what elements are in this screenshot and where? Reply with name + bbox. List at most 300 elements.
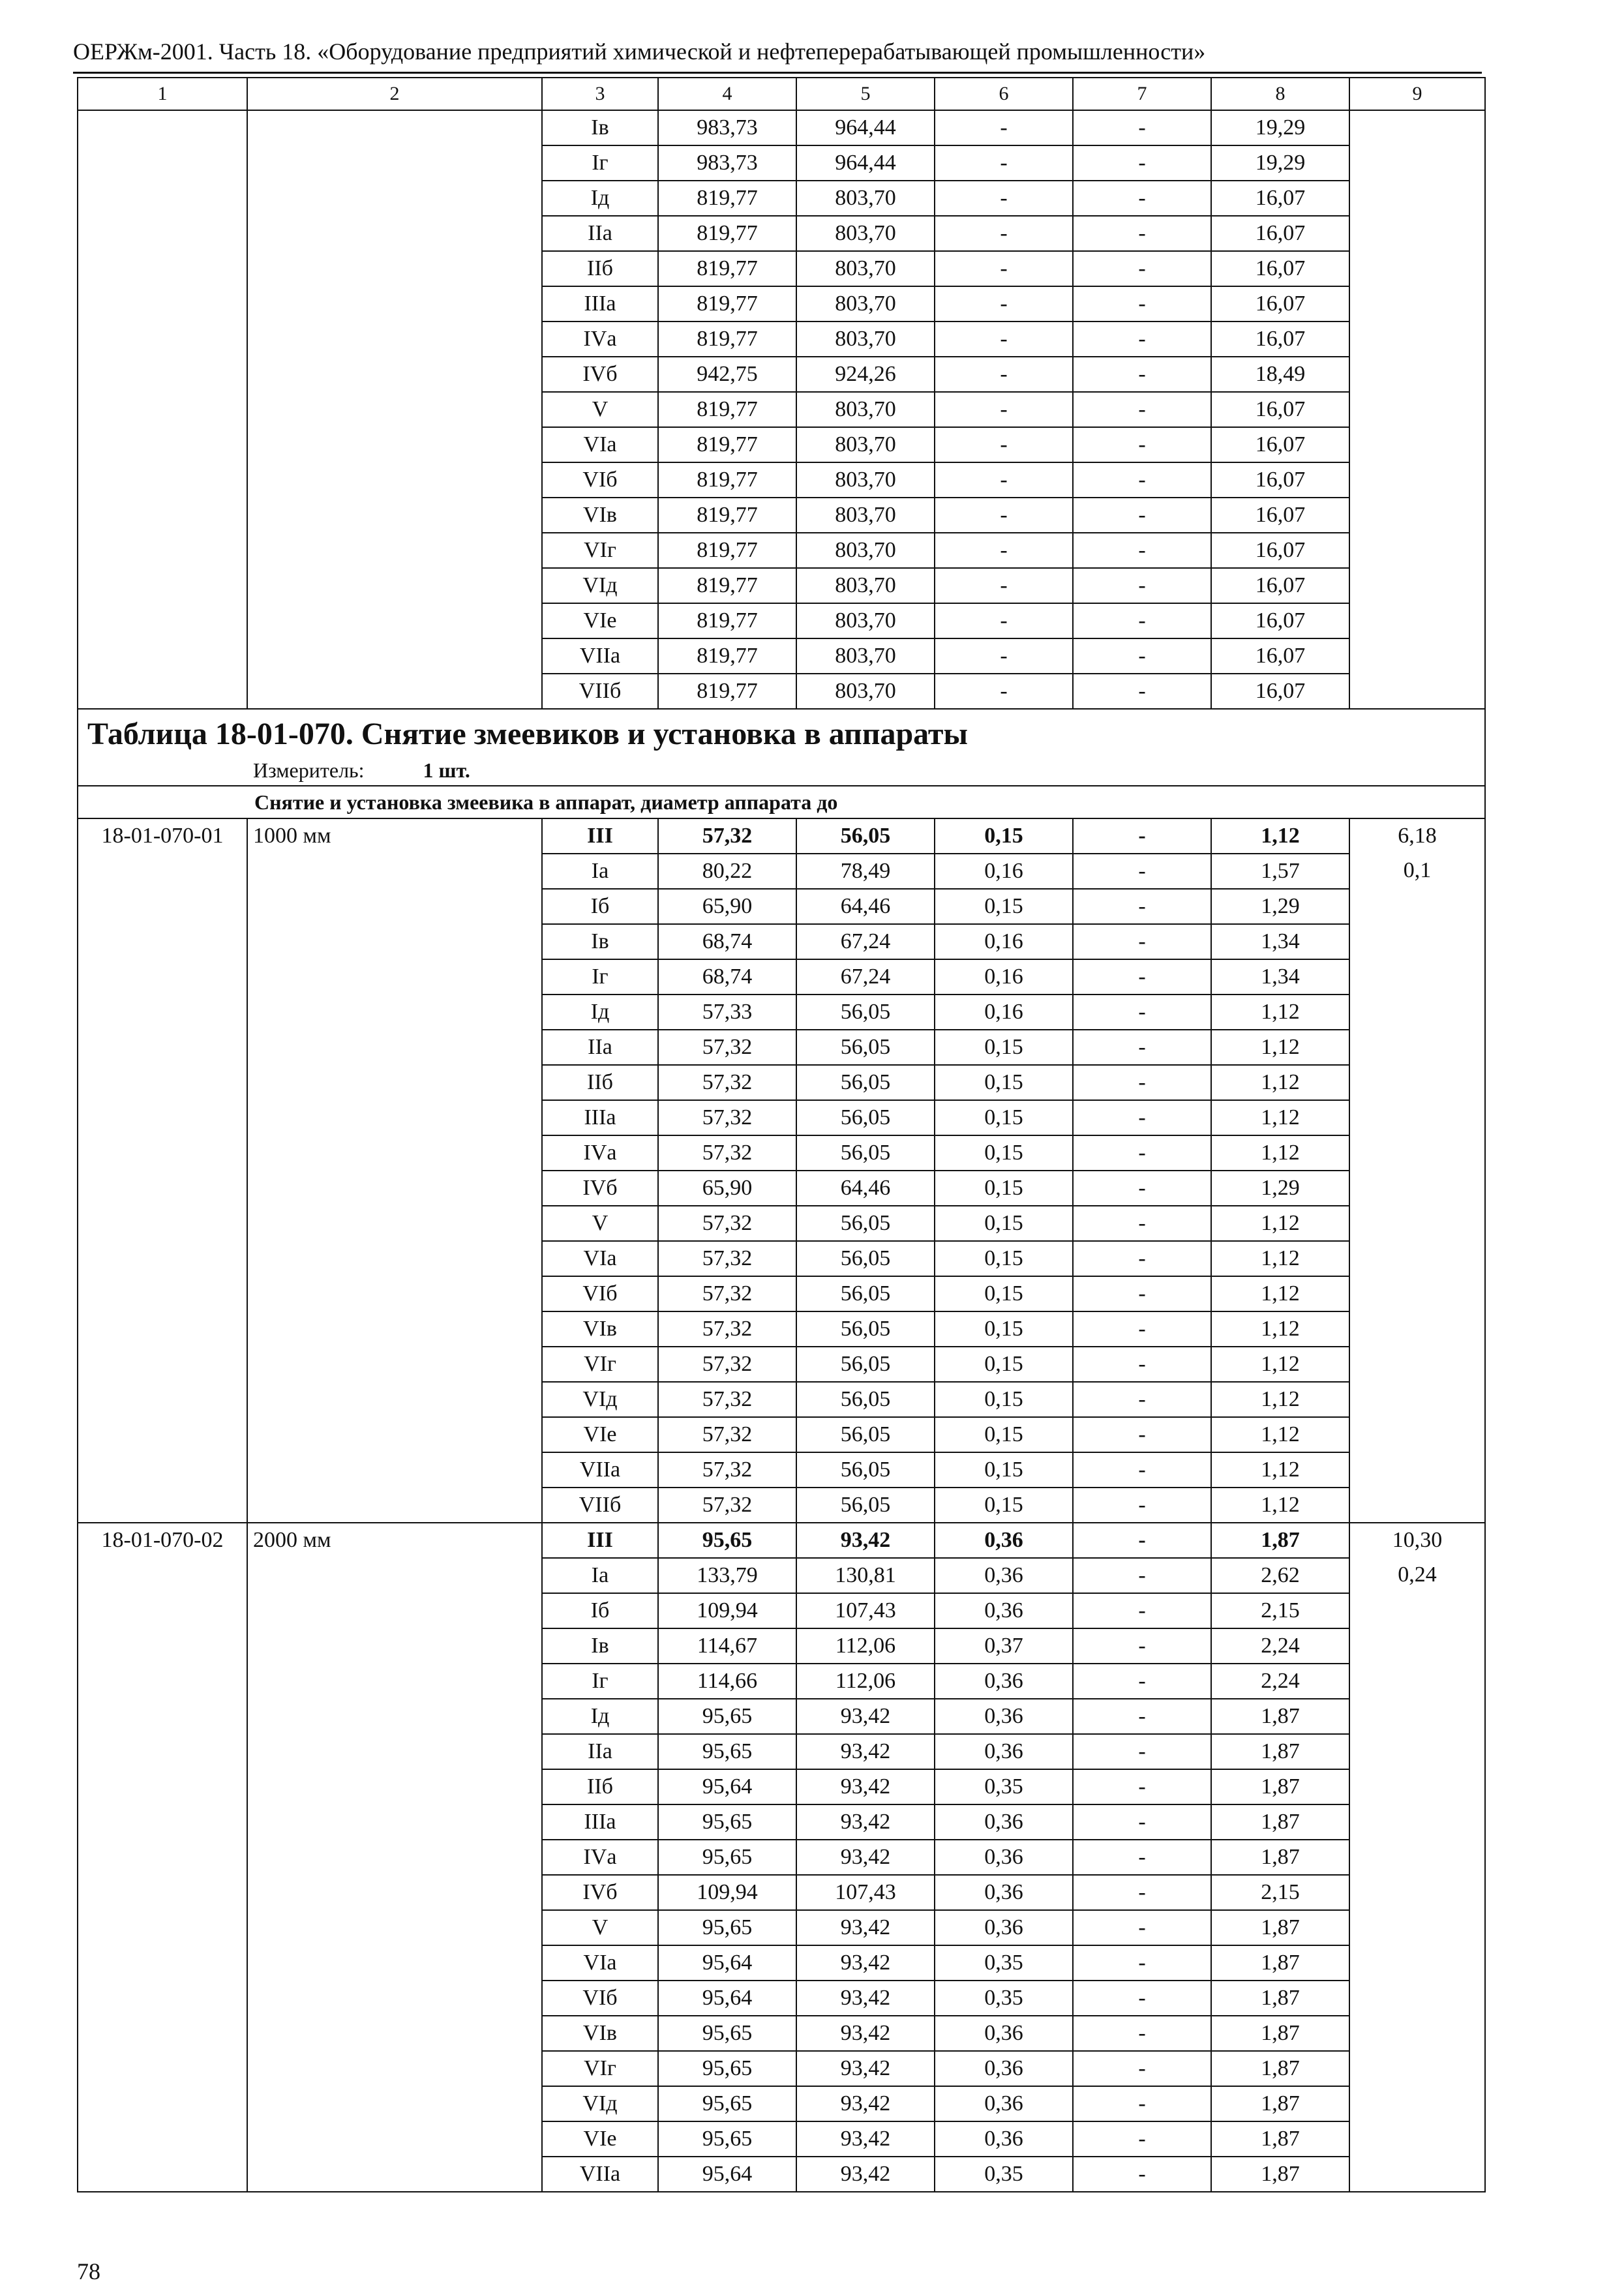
machinist-wages-cell: - xyxy=(1073,995,1211,1030)
total-cost-cell: 983,73 xyxy=(658,145,796,181)
machine-cost-cell: 0,35 xyxy=(935,1769,1073,1804)
total-cost-cell: 95,64 xyxy=(658,1981,796,2016)
resource-level-cell: VIд xyxy=(542,2086,658,2121)
material-cost-cell: 1,87 xyxy=(1211,2086,1349,2121)
machinist-wages-cell: - xyxy=(1073,216,1211,251)
material-cost-cell: 1,12 xyxy=(1211,1100,1349,1135)
total-cost-cell: 95,65 xyxy=(658,1910,796,1945)
machinist-wages-cell: - xyxy=(1073,1875,1211,1910)
code-cell xyxy=(78,110,247,709)
material-cost-cell: 1,12 xyxy=(1211,1452,1349,1488)
resource-level-cell: VIа xyxy=(542,1241,658,1276)
resource-level-cell: VIд xyxy=(542,1382,658,1417)
machine-cost-cell: - xyxy=(935,638,1073,674)
material-cost-cell: 1,87 xyxy=(1211,1840,1349,1875)
labor-cost-cell: 93,42 xyxy=(796,1981,935,2016)
resource-level-cell: IIIа xyxy=(542,1100,658,1135)
material-cost-cell: 1,87 xyxy=(1211,2121,1349,2157)
resource-level-cell: Iд xyxy=(542,995,658,1030)
machine-cost-cell: - xyxy=(935,145,1073,181)
labor-cost-cell: 964,44 xyxy=(796,110,935,145)
machine-cost-cell: 0,15 xyxy=(935,889,1073,924)
labor-cost-cell: 803,70 xyxy=(796,638,935,674)
machine-cost-cell: - xyxy=(935,427,1073,462)
machinist-wages-cell: - xyxy=(1073,1030,1211,1065)
resource-level-cell: VIд xyxy=(542,568,658,603)
machinist-wages-cell: - xyxy=(1073,1981,1211,2016)
material-cost-cell: 1,29 xyxy=(1211,1171,1349,1206)
total-cost-cell: 57,32 xyxy=(658,1030,796,1065)
resource-level-cell: VIIб xyxy=(542,674,658,709)
machinist-wages-cell: - xyxy=(1073,1311,1211,1347)
labor-cost-cell: 93,42 xyxy=(796,1910,935,1945)
resource-level-cell: Iа xyxy=(542,1558,658,1593)
machine-cost-cell: 0,35 xyxy=(935,1981,1073,2016)
total-cost-cell: 109,94 xyxy=(658,1875,796,1910)
resource-level-cell: Iг xyxy=(542,145,658,181)
material-cost-cell: 1,87 xyxy=(1211,1981,1349,2016)
labor-cost-cell: 93,42 xyxy=(796,2121,935,2157)
machinist-wages-cell: - xyxy=(1073,1769,1211,1804)
machine-cost-cell: 0,16 xyxy=(935,924,1073,959)
total-cost-cell: 68,74 xyxy=(658,924,796,959)
labor-cost-cell: 67,24 xyxy=(796,959,935,995)
total-cost-cell: 57,32 xyxy=(658,1135,796,1171)
machine-cost-cell: 0,15 xyxy=(935,1065,1073,1100)
machine-cost-cell: - xyxy=(935,357,1073,392)
labor-cost-cell: 112,06 xyxy=(796,1664,935,1699)
material-cost-cell: 16,07 xyxy=(1211,533,1349,568)
resource-level-cell: VIв xyxy=(542,498,658,533)
column-number-cell: 8 xyxy=(1211,78,1349,110)
labor-cost-cell: 67,24 xyxy=(796,924,935,959)
machinist-wages-cell: - xyxy=(1073,1100,1211,1135)
name-cell xyxy=(247,110,542,709)
total-cost-cell: 95,65 xyxy=(658,1840,796,1875)
table-row xyxy=(78,110,1485,145)
resource-level-cell: VIIа xyxy=(542,638,658,674)
resource-level-cell: VIа xyxy=(542,1945,658,1981)
page-number: 78 xyxy=(77,2258,100,2284)
material-cost-cell: 1,57 xyxy=(1211,854,1349,889)
resource-level-cell: IVа xyxy=(542,1135,658,1171)
machinist-wages-cell: - xyxy=(1073,1664,1211,1699)
machinist-wages-cell: - xyxy=(1073,1593,1211,1628)
column-number-cell: 9 xyxy=(1349,78,1485,110)
material-cost-cell: 16,07 xyxy=(1211,427,1349,462)
total-cost-cell: 109,94 xyxy=(658,1593,796,1628)
machinist-wages-cell: - xyxy=(1073,533,1211,568)
labor-cost-cell: 93,42 xyxy=(796,1699,935,1734)
machinist-wages-cell: - xyxy=(1073,1206,1211,1241)
labor-cost-cell: 803,70 xyxy=(796,181,935,216)
total-cost-cell: 819,77 xyxy=(658,603,796,638)
machinist-wages-cell: - xyxy=(1073,854,1211,889)
material-cost-cell: 1,12 xyxy=(1211,1347,1349,1382)
material-cost-cell: 1,87 xyxy=(1211,1945,1349,1981)
labor-cost-cell: 56,05 xyxy=(796,1417,935,1452)
machinist-wages-cell: - xyxy=(1073,1840,1211,1875)
machine-cost-cell: - xyxy=(935,286,1073,322)
machine-cost-cell: 0,15 xyxy=(935,1452,1073,1488)
material-cost-cell: 19,29 xyxy=(1211,110,1349,145)
machine-cost-cell: 0,15 xyxy=(935,1488,1073,1523)
material-cost-cell: 16,07 xyxy=(1211,498,1349,533)
total-cost-cell: 57,32 xyxy=(658,1452,796,1488)
resource-level-cell: IVа xyxy=(542,1840,658,1875)
resource-level-cell: IVа xyxy=(542,322,658,357)
machine-cost-cell: 0,35 xyxy=(935,2157,1073,2192)
total-cost-cell: 819,77 xyxy=(658,392,796,427)
total-cost-cell: 819,77 xyxy=(658,533,796,568)
resource-level-cell: IVб xyxy=(542,357,658,392)
machinist-wages-cell: - xyxy=(1073,427,1211,462)
labor-cost-cell: 803,70 xyxy=(796,568,935,603)
material-cost-cell: 16,07 xyxy=(1211,568,1349,603)
machine-cost-cell: - xyxy=(935,674,1073,709)
machinist-wages-cell: - xyxy=(1073,1347,1211,1382)
resource-level-cell: IVб xyxy=(542,1171,658,1206)
machine-cost-cell: - xyxy=(935,110,1073,145)
machine-cost-cell: - xyxy=(935,392,1073,427)
machine-cost-cell: 0,16 xyxy=(935,959,1073,995)
material-cost-cell: 16,07 xyxy=(1211,181,1349,216)
resource-level-cell: III xyxy=(542,1523,658,1558)
material-cost-cell: 16,07 xyxy=(1211,603,1349,638)
column-number-cell: 2 xyxy=(247,78,542,110)
labor-cost-cell: 803,70 xyxy=(796,498,935,533)
labor-cost-cell: 56,05 xyxy=(796,1065,935,1100)
machinist-wages-cell: - xyxy=(1073,1734,1211,1769)
total-cost-cell: 95,65 xyxy=(658,1523,796,1558)
resource-level-cell: IVб xyxy=(542,1875,658,1910)
total-cost-cell: 114,66 xyxy=(658,1664,796,1699)
labor-cost-cell: 56,05 xyxy=(796,1488,935,1523)
rates-table xyxy=(77,77,1486,2192)
material-cost-cell: 2,24 xyxy=(1211,1628,1349,1664)
machine-cost-cell: 0,15 xyxy=(935,1276,1073,1311)
resource-level-cell: VIе xyxy=(542,1417,658,1452)
resource-level-cell: V xyxy=(542,392,658,427)
total-cost-cell: 819,77 xyxy=(658,498,796,533)
resource-level-cell: Iа xyxy=(542,854,658,889)
labor-cost-cell: 803,70 xyxy=(796,462,935,498)
material-consumption-cell: 0,24 xyxy=(1349,1558,1485,2192)
resource-level-cell: IIа xyxy=(542,216,658,251)
subheading-cell: Снятие и установка змеевика в аппарат, диаметр аппарата до xyxy=(78,786,1485,818)
labor-cost-cell: 56,05 xyxy=(796,1276,935,1311)
resource-level-cell: Iд xyxy=(542,181,658,216)
machine-cost-cell: 0,15 xyxy=(935,1171,1073,1206)
resource-level-cell: V xyxy=(542,1910,658,1945)
resource-level-cell: VIIб xyxy=(542,1488,658,1523)
material-cost-cell: 1,12 xyxy=(1211,1488,1349,1523)
work-name-cell: 2000 мм xyxy=(247,1523,542,2192)
total-cost-cell: 57,32 xyxy=(658,1276,796,1311)
labor-cost-cell: 56,05 xyxy=(796,1135,935,1171)
machine-cost-cell: - xyxy=(935,533,1073,568)
table-title-cell xyxy=(78,709,1485,786)
rate-code-cell: 18-01-070-02 xyxy=(78,1523,247,2192)
page-header-title: ОЕРЖм-2001. Часть 18. «Оборудование предприятий химической и нефтеперерабатывающей промышленности» xyxy=(73,38,1482,74)
total-cost-cell: 819,77 xyxy=(658,638,796,674)
material-cost-cell: 1,34 xyxy=(1211,924,1349,959)
machine-cost-cell: 0,35 xyxy=(935,1945,1073,1981)
machinist-wages-cell: - xyxy=(1073,674,1211,709)
table-title-row xyxy=(78,709,1485,786)
work-name-cell: 1000 мм xyxy=(247,818,542,1523)
material-cost-cell: 1,12 xyxy=(1211,1382,1349,1417)
total-cost-cell: 819,77 xyxy=(658,674,796,709)
material-cost-cell: 1,12 xyxy=(1211,818,1349,854)
machine-cost-cell: 0,15 xyxy=(935,1030,1073,1065)
total-cost-cell: 819,77 xyxy=(658,462,796,498)
machine-cost-cell: 0,36 xyxy=(935,1558,1073,1593)
machine-cost-cell: 0,15 xyxy=(935,1135,1073,1171)
total-cost-cell: 819,77 xyxy=(658,568,796,603)
total-cost-cell: 819,77 xyxy=(658,286,796,322)
machinist-wages-cell: - xyxy=(1073,1488,1211,1523)
resource-level-cell: IIIа xyxy=(542,1804,658,1840)
machine-cost-cell: - xyxy=(935,251,1073,286)
total-cost-cell: 57,32 xyxy=(658,1347,796,1382)
machinist-wages-cell: - xyxy=(1073,959,1211,995)
column-number-cell: 6 xyxy=(935,78,1073,110)
labor-cost-cell: 924,26 xyxy=(796,357,935,392)
labor-cost-cell: 56,05 xyxy=(796,995,935,1030)
material-cost-cell: 16,07 xyxy=(1211,286,1349,322)
material-cost-cell: 1,87 xyxy=(1211,1734,1349,1769)
resource-level-cell: VIб xyxy=(542,1276,658,1311)
machine-cost-cell: 0,15 xyxy=(935,818,1073,854)
total-cost-cell: 68,74 xyxy=(658,959,796,995)
labor-cost-cell: 93,42 xyxy=(796,1769,935,1804)
labor-cost-cell: 964,44 xyxy=(796,145,935,181)
labor-cost-cell: 130,81 xyxy=(796,1558,935,1593)
machinist-wages-cell: - xyxy=(1073,2051,1211,2086)
total-cost-cell: 95,65 xyxy=(658,1734,796,1769)
material-cost-cell: 16,07 xyxy=(1211,392,1349,427)
material-cost-cell: 2,15 xyxy=(1211,1593,1349,1628)
total-cost-cell: 57,32 xyxy=(658,1241,796,1276)
machine-cost-cell: 0,36 xyxy=(935,2016,1073,2051)
labor-cost-cell: 93,42 xyxy=(796,1734,935,1769)
material-cost-cell: 16,07 xyxy=(1211,674,1349,709)
machinist-wages-cell: - xyxy=(1073,1804,1211,1840)
labor-cost-cell: 93,42 xyxy=(796,1523,935,1558)
resource-level-cell: Iв xyxy=(542,1628,658,1664)
labor-cost-cell: 56,05 xyxy=(796,1347,935,1382)
table-row xyxy=(78,818,1485,854)
total-cost-cell: 95,65 xyxy=(658,1699,796,1734)
labor-cost-cell: 803,70 xyxy=(796,251,935,286)
resource-level-cell: VIе xyxy=(542,603,658,638)
machinist-wages-cell: - xyxy=(1073,1065,1211,1100)
machine-cost-cell: 0,36 xyxy=(935,1523,1073,1558)
resource-level-cell: III xyxy=(542,818,658,854)
machine-cost-cell: 0,36 xyxy=(935,2051,1073,2086)
total-cost-cell: 819,77 xyxy=(658,427,796,462)
machinist-wages-cell: - xyxy=(1073,1135,1211,1171)
labor-cost-cell: 56,05 xyxy=(796,1241,935,1276)
machinist-wages-cell: - xyxy=(1073,145,1211,181)
machine-cost-cell: 0,15 xyxy=(935,1241,1073,1276)
machine-cost-cell: - xyxy=(935,216,1073,251)
machinist-wages-cell: - xyxy=(1073,181,1211,216)
machine-cost-cell: 0,36 xyxy=(935,1699,1073,1734)
machinist-wages-cell: - xyxy=(1073,462,1211,498)
resource-level-cell: VIв xyxy=(542,1311,658,1347)
machine-cost-cell: 0,15 xyxy=(935,1417,1073,1452)
total-cost-cell: 95,64 xyxy=(658,1945,796,1981)
resource-level-cell: VIа xyxy=(542,427,658,462)
column-number-cell: 7 xyxy=(1073,78,1211,110)
machinist-wages-cell: - xyxy=(1073,2016,1211,2051)
machinist-wages-cell: - xyxy=(1073,1276,1211,1311)
resource-level-cell: VIг xyxy=(542,2051,658,2086)
material-cost-cell: 1,12 xyxy=(1211,1241,1349,1276)
material-cost-cell: 1,87 xyxy=(1211,1523,1349,1558)
machinist-wages-cell: - xyxy=(1073,638,1211,674)
material-cost-cell: 1,87 xyxy=(1211,1699,1349,1734)
machinist-wages-cell: - xyxy=(1073,2121,1211,2157)
material-cost-cell: 1,87 xyxy=(1211,2051,1349,2086)
total-cost-cell: 819,77 xyxy=(658,216,796,251)
total-cost-cell: 57,32 xyxy=(658,1100,796,1135)
measure-line xyxy=(87,758,1475,783)
resource-level-cell: IIб xyxy=(542,1065,658,1100)
total-cost-cell: 95,65 xyxy=(658,2121,796,2157)
resource-level-cell: Iв xyxy=(542,924,658,959)
material-cost-cell: 1,12 xyxy=(1211,1206,1349,1241)
labor-cost-cell: 803,70 xyxy=(796,322,935,357)
machinist-wages-cell: - xyxy=(1073,1699,1211,1734)
machinist-wages-cell: - xyxy=(1073,498,1211,533)
total-cost-cell: 57,32 xyxy=(658,1311,796,1347)
machinist-wages-cell: - xyxy=(1073,1628,1211,1664)
rate-code-cell: 18-01-070-01 xyxy=(78,818,247,1523)
material-consumption-cell: 10,30 xyxy=(1349,1523,1485,1558)
machine-cost-cell: 0,15 xyxy=(935,1311,1073,1347)
total-cost-cell: 819,77 xyxy=(658,322,796,357)
machinist-wages-cell: - xyxy=(1073,2157,1211,2192)
resource-level-cell: Iг xyxy=(542,959,658,995)
labor-cost-cell: 803,70 xyxy=(796,603,935,638)
labor-cost-cell: 93,42 xyxy=(796,2157,935,2192)
machinist-wages-cell: - xyxy=(1073,251,1211,286)
material-cost-cell: 18,49 xyxy=(1211,357,1349,392)
measure-value: 1 шт. xyxy=(423,758,470,782)
machine-cost-cell: 0,36 xyxy=(935,1840,1073,1875)
total-cost-cell: 65,90 xyxy=(658,1171,796,1206)
labor-cost-cell: 93,42 xyxy=(796,1945,935,1981)
material-cost-cell: 1,87 xyxy=(1211,1769,1349,1804)
material-cost-cell: 16,07 xyxy=(1211,462,1349,498)
machine-cost-cell: 0,15 xyxy=(935,1100,1073,1135)
machinist-wages-cell: - xyxy=(1073,110,1211,145)
labor-cost-cell: 56,05 xyxy=(796,1311,935,1347)
resource-level-cell: IIа xyxy=(542,1030,658,1065)
machine-cost-cell: 0,36 xyxy=(935,2121,1073,2157)
total-cost-cell: 95,65 xyxy=(658,2016,796,2051)
resource-level-cell: Iб xyxy=(542,889,658,924)
labor-cost-cell: 56,05 xyxy=(796,1452,935,1488)
total-cost-cell: 57,32 xyxy=(658,1206,796,1241)
resource-level-cell: IIб xyxy=(542,1769,658,1804)
total-cost-cell: 983,73 xyxy=(658,110,796,145)
total-cost-cell: 57,32 xyxy=(658,1065,796,1100)
machine-cost-cell: 0,36 xyxy=(935,2086,1073,2121)
total-cost-cell: 95,65 xyxy=(658,2086,796,2121)
resource-level-cell: VIIа xyxy=(542,2157,658,2192)
machine-cost-cell: 0,15 xyxy=(935,1347,1073,1382)
resource-level-cell: VIб xyxy=(542,462,658,498)
material-cost-cell: 1,12 xyxy=(1211,995,1349,1030)
labor-cost-cell: 56,05 xyxy=(796,818,935,854)
machinist-wages-cell: - xyxy=(1073,1452,1211,1488)
labor-cost-cell: 93,42 xyxy=(796,2051,935,2086)
material-cost-cell: 2,24 xyxy=(1211,1664,1349,1699)
machine-cost-cell: 0,15 xyxy=(935,1382,1073,1417)
machine-cost-cell: 0,36 xyxy=(935,1593,1073,1628)
machinist-wages-cell: - xyxy=(1073,889,1211,924)
resource-level-cell: VIе xyxy=(542,2121,658,2157)
labor-cost-cell: 803,70 xyxy=(796,392,935,427)
resource-level-cell: IIIа xyxy=(542,286,658,322)
material-cost-cell: 1,12 xyxy=(1211,1135,1349,1171)
column-number-row xyxy=(78,78,1485,110)
labor-cost-cell: 78,49 xyxy=(796,854,935,889)
total-cost-cell: 95,65 xyxy=(658,2051,796,2086)
column-number-cell: 5 xyxy=(796,78,935,110)
labor-cost-cell: 56,05 xyxy=(796,1382,935,1417)
machinist-wages-cell: - xyxy=(1073,1382,1211,1417)
machine-cost-cell: 0,16 xyxy=(935,995,1073,1030)
machinist-wages-cell: - xyxy=(1073,286,1211,322)
resource-level-cell: Iб xyxy=(542,1593,658,1628)
total-cost-cell: 65,90 xyxy=(658,889,796,924)
machine-cost-cell: - xyxy=(935,462,1073,498)
labor-cost-cell: 803,70 xyxy=(796,533,935,568)
resource-level-cell: IIа xyxy=(542,1734,658,1769)
resource-level-cell: IIб xyxy=(542,251,658,286)
resource-level-cell: VIг xyxy=(542,1347,658,1382)
labor-cost-cell: 56,05 xyxy=(796,1206,935,1241)
total-cost-cell: 57,32 xyxy=(658,1417,796,1452)
material-cost-cell: 1,12 xyxy=(1211,1276,1349,1311)
machinist-wages-cell: - xyxy=(1073,924,1211,959)
resource-level-cell: VIб xyxy=(542,1981,658,2016)
machinist-wages-cell: - xyxy=(1073,568,1211,603)
material-cost-cell: 2,62 xyxy=(1211,1558,1349,1593)
material-cost-cell: 16,07 xyxy=(1211,251,1349,286)
resource-level-cell: Iг xyxy=(542,1664,658,1699)
labor-cost-cell: 112,06 xyxy=(796,1628,935,1664)
machine-cost-cell: 0,36 xyxy=(935,1804,1073,1840)
machinist-wages-cell: - xyxy=(1073,1523,1211,1558)
machine-cost-cell: 0,37 xyxy=(935,1628,1073,1664)
material-cost-cell: 1,12 xyxy=(1211,1311,1349,1347)
labor-cost-cell: 64,46 xyxy=(796,1171,935,1206)
total-cost-cell: 819,77 xyxy=(658,181,796,216)
total-cost-cell: 57,32 xyxy=(658,1382,796,1417)
table-row xyxy=(78,1523,1485,1558)
labor-cost-cell: 107,43 xyxy=(796,1875,935,1910)
machine-cost-cell: - xyxy=(935,181,1073,216)
machine-cost-cell: 0,36 xyxy=(935,1734,1073,1769)
machinist-wages-cell: - xyxy=(1073,2086,1211,2121)
total-cost-cell: 57,32 xyxy=(658,818,796,854)
